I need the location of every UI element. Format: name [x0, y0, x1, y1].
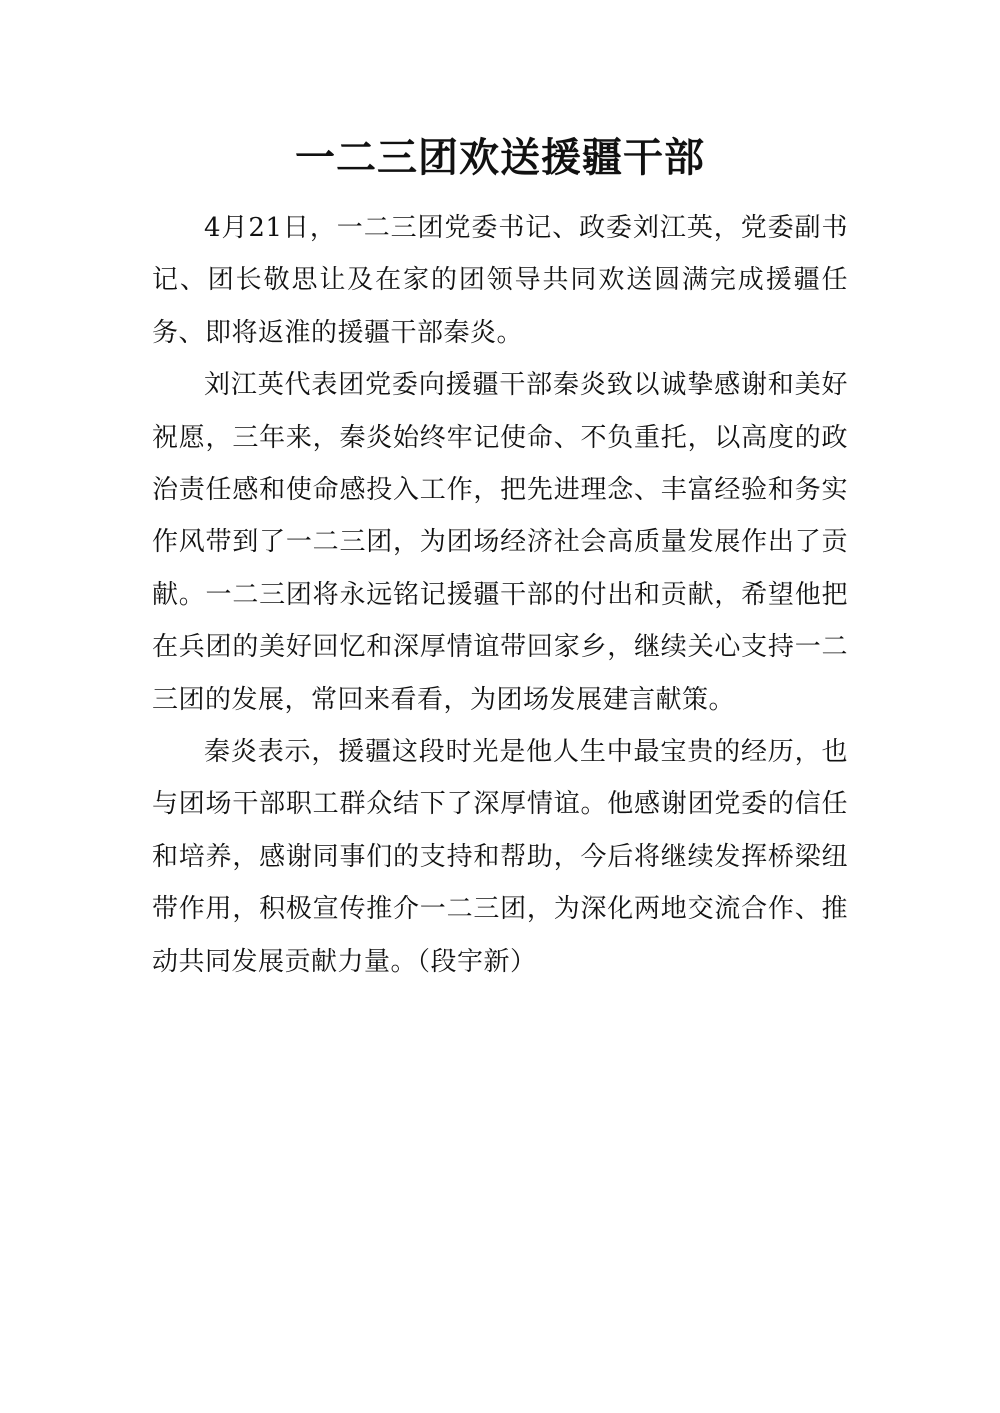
paragraph-1: 4月21日，一二三团党委书记、政委刘江英，党委副书记、团长敬思让及在家的团领导共同欢送圆满完成援疆任务、即将返淮的援疆干部秦炎。: [152, 213, 848, 348]
page-title: 一二三团欢送援疆干部: [295, 134, 705, 181]
paragraph-3: 秦炎表示，援疆这段时光是他人生中最宝贵的经历，也与团场干部职工群众结下了深厚情谊。他感谢团党委的信任和培养，感谢同事们的支持和帮助，今后将继续发挥桥梁纽带作用，积极宣传推介一二三团，为深化两地交流合作、推动共同发展贡献力量。（段宇新）: [152, 737, 848, 977]
article-body: [152, 202, 848, 988]
paragraph-2: 刘江英代表团党委向援疆干部秦炎致以诚挚感谢和美好祝愿，三年来，秦炎始终牢记使命、不负重托，以高度的政治责任感和使命感投入工作，把先进理念、丰富经验和务实作风带到了一二三团，为团场经济社会高质量发展作出了贡献。一二三团将永远铭记援疆干部的付出和贡献，希望他把在兵团的美好回忆和深厚情谊带回家乡，继续关心支持一二三团的发展，常回来看看，为团场发展建言献策。: [152, 370, 848, 715]
